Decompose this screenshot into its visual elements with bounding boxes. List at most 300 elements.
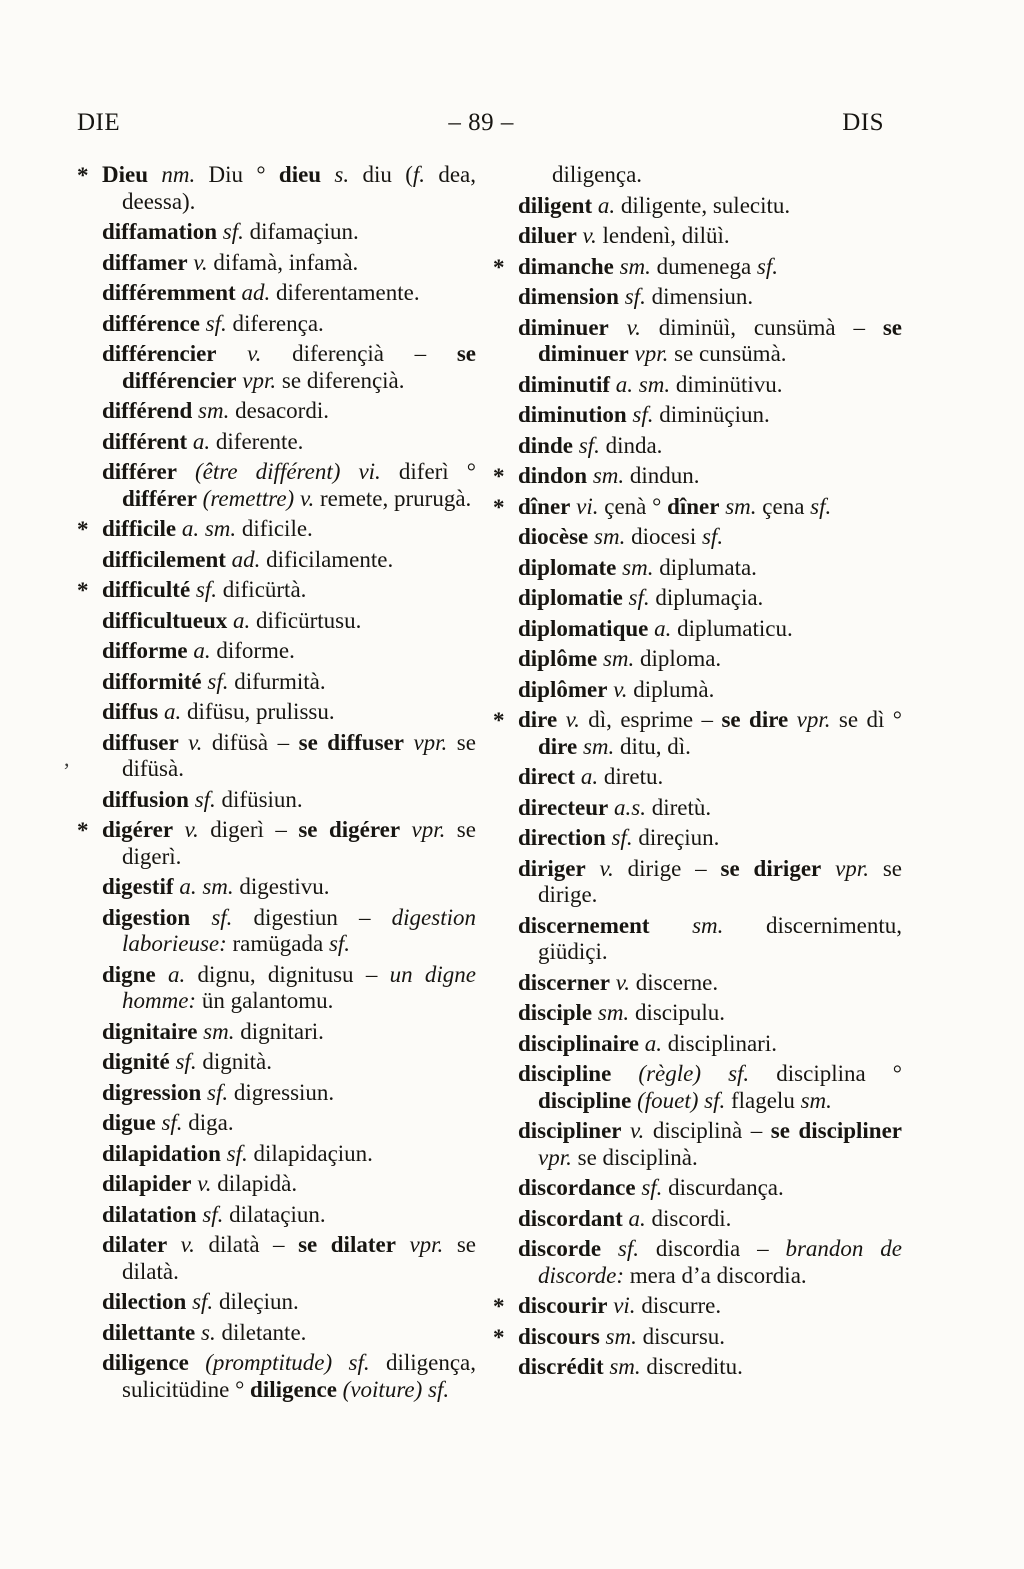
- entry-headword: dilatation: [102, 1201, 197, 1227]
- entry-text: diferente.: [210, 428, 304, 454]
- entry-headword: disciplinaire: [518, 1030, 639, 1056]
- entry-text: dirige –: [613, 855, 721, 881]
- entry-headword: dire: [518, 707, 558, 732]
- entry-gram-tag: v.: [191, 1171, 212, 1196]
- entry-headword: diffamation: [102, 219, 217, 244]
- entry-gram-tag: a.: [155, 961, 186, 987]
- entry-text: dificürtusu.: [250, 607, 362, 633]
- dictionary-entry: [518, 1354, 902, 1381]
- star-marker: *: [493, 1324, 505, 1350]
- entry-headword: dîner: [667, 493, 720, 519]
- entry-gram-tag: sf.: [196, 1201, 224, 1227]
- entry-headword: Dieu: [102, 162, 148, 187]
- entry-headword: digestif: [102, 874, 174, 899]
- entry-headword: digne: [102, 961, 156, 987]
- entry-gram-tag: ad.: [235, 280, 271, 305]
- entry-text: Diu °: [195, 162, 279, 187]
- dictionary-entry: [518, 825, 902, 852]
- entry-gram-tag: v.: [585, 855, 614, 881]
- entry-text: dindun.: [624, 463, 700, 488]
- dictionary-entry: [77, 817, 476, 870]
- entry-headword: dieu: [278, 162, 322, 187]
- entry-text: se diferençià.: [276, 367, 405, 393]
- entry-headword: diocèse: [518, 524, 589, 549]
- entry-headword: dignité: [102, 1049, 170, 1074]
- entry-gram-tag: (être différent) vi.: [176, 459, 381, 484]
- dictionary-columns: [77, 162, 903, 1407]
- entry-gram-tag: v.: [187, 249, 208, 275]
- entry-text: diu (: [349, 162, 413, 187]
- dictionary-entry: [518, 524, 902, 551]
- dictionary-entry: [102, 429, 476, 456]
- entry-gram-tag: v.: [557, 707, 580, 732]
- entry-gram-tag: a.: [187, 638, 211, 663]
- entry-headword: diplômer: [518, 676, 608, 702]
- entry-text: diga.: [182, 1110, 234, 1135]
- dictionary-entry: [102, 1171, 476, 1198]
- dictionary-entry: [518, 1236, 902, 1289]
- entry-headword: discipline: [538, 1087, 632, 1113]
- entry-text: se disciplinà.: [571, 1144, 698, 1170]
- entry-headword: se diriger: [720, 855, 822, 881]
- entry-gram-tag: vpr.: [538, 1144, 572, 1170]
- entry-text: diminütivu.: [670, 371, 783, 397]
- entry-text: discursu.: [636, 1323, 726, 1349]
- star-marker: *: [493, 464, 505, 489]
- entry-gram-tag: v.: [216, 341, 262, 366]
- entry-headword: discours: [518, 1323, 600, 1349]
- entry-text: disciplinari.: [662, 1030, 777, 1056]
- entry-text: dilatà –: [194, 1232, 299, 1257]
- entry-gram-tag: a.: [639, 1030, 662, 1056]
- right-column: [493, 162, 903, 1407]
- entry-headword: différer: [102, 459, 177, 484]
- entry-text: diligença, sulicitüdine °: [122, 1350, 477, 1402]
- entry-gram-tag: f.: [412, 162, 425, 187]
- entry-headword: difficulté: [102, 577, 191, 602]
- dictionary-entry: [518, 315, 902, 368]
- entry-text: difüsà –: [202, 729, 299, 755]
- entry-text: difamaçiun.: [243, 219, 359, 244]
- entry-gram-tag: sf.: [188, 786, 216, 812]
- entry-gram-tag: sm.: [197, 1018, 235, 1044]
- dictionary-entry: [493, 493, 902, 521]
- entry-headword: différencier: [102, 341, 217, 366]
- star-marker: *: [77, 818, 89, 843]
- entry-gram-tag: sf.: [601, 1236, 640, 1261]
- entry-headword: diffusion: [102, 786, 189, 812]
- entry-headword: difformité: [102, 668, 202, 694]
- entry-gram-tag: sf.: [201, 668, 229, 694]
- entry-text: se cunsümà.: [668, 341, 787, 366]
- dictionary-entry: [102, 547, 476, 574]
- entry-headword: diffus: [102, 699, 159, 724]
- star-marker: *: [493, 1294, 505, 1319]
- entry-headword: différemment: [102, 280, 236, 305]
- dictionary-entry: [102, 1289, 476, 1316]
- entry-headword: diligence: [250, 1376, 337, 1402]
- entry-headword: dindon: [518, 463, 588, 488]
- dictionary-entry: [518, 970, 902, 997]
- entry-text: digerì –: [198, 817, 299, 842]
- entry-gram-tag: vpr.: [400, 817, 446, 842]
- entry-text: diretù.: [645, 794, 712, 820]
- entry-headword: différence: [102, 310, 200, 336]
- entry-headword: dire: [538, 733, 578, 759]
- entry-headword: dilettante: [102, 1319, 196, 1345]
- entry-gram-tag: sf.: [572, 432, 600, 458]
- entry-text: se difüsà.: [122, 729, 476, 781]
- entry-text: discerne.: [629, 969, 719, 995]
- dictionary-entry: [102, 699, 476, 726]
- guide-word-right: DIS: [842, 109, 884, 136]
- entry-gram-tag: vpr.: [628, 341, 669, 366]
- dictionary-entry: [518, 616, 902, 643]
- entry-headword: discordance: [518, 1175, 636, 1200]
- entry-text: digestivu.: [233, 874, 330, 899]
- entry-headword: se digérer: [298, 817, 401, 842]
- entry-text: dificürtà.: [217, 577, 307, 602]
- entry-text: se digerì.: [122, 817, 476, 869]
- entry-headword: se différencier: [122, 341, 476, 393]
- dictionary-entry: [102, 250, 476, 277]
- dictionary-entry: [518, 913, 902, 966]
- entry-gram-tag: sm.: [592, 1000, 630, 1025]
- entry-text: diligente, sulecitu.: [615, 192, 791, 218]
- entry-text: dimensiun.: [645, 284, 754, 309]
- entry-headword: difficultueux: [102, 607, 228, 633]
- entry-headword: discipliner: [518, 1118, 622, 1143]
- entry-text: se dì °: [830, 707, 903, 732]
- dictionary-entry: [493, 1323, 902, 1351]
- entry-text: desacordi.: [229, 398, 329, 423]
- entry-text: diferì °: [380, 459, 476, 484]
- entry-gram-tag: v.: [621, 1118, 645, 1143]
- entry-gram-tag: sf.: [605, 825, 633, 850]
- entry-gram-tag: a. sm.: [173, 874, 234, 899]
- entry-text: diminüçiun.: [653, 402, 770, 427]
- entry-headword: diriger: [518, 855, 586, 881]
- entry-text: diletante.: [215, 1319, 307, 1345]
- entry-text: ditu, dì.: [614, 733, 691, 759]
- dictionary-entry: [102, 1350, 476, 1403]
- entry-gram-tag: a. sm.: [610, 371, 671, 397]
- entry-gram-tag: sf.: [217, 219, 244, 244]
- entry-gram-tag: sf.: [810, 493, 832, 519]
- entry-gram-tag: sf.: [201, 1079, 229, 1105]
- entry-text: digestiun –: [232, 904, 392, 930]
- dictionary-entry: [518, 585, 902, 612]
- dictionary-entry: [518, 372, 902, 399]
- entry-headword: se discipliner: [770, 1118, 902, 1143]
- entry-text: dignità.: [196, 1049, 272, 1074]
- entry-gram-tag: sm.: [603, 1354, 641, 1379]
- entry-gram-tag: a.: [187, 428, 211, 454]
- dictionary-entry: [102, 669, 476, 696]
- dictionary-entry: [518, 1118, 902, 1171]
- entry-gram-tag: sm.: [577, 733, 615, 759]
- entry-gram-tag: sm.: [599, 1323, 637, 1349]
- dictionary-entry: [102, 1141, 476, 1168]
- entry-text: discipulu.: [629, 1000, 726, 1025]
- entry-text: dilapidaçiun.: [247, 1140, 373, 1166]
- page-number: – 89 –: [448, 109, 514, 136]
- entry-gram-tag: vpr.: [403, 729, 448, 755]
- entry-headword: dimanche: [518, 253, 614, 279]
- scan-artifact: ,: [64, 746, 70, 771]
- entry-gram-tag: a.: [158, 699, 182, 724]
- dictionary-entry: [77, 577, 476, 604]
- entry-text: diploma.: [634, 646, 722, 671]
- entry-text: diplumaçia.: [649, 585, 764, 610]
- entry-gram-tag: a.: [622, 1205, 646, 1231]
- dictionary-entry: [102, 219, 476, 246]
- entry-text: diplumaticu.: [671, 615, 793, 641]
- dictionary-entry: [102, 459, 476, 512]
- entry-text: remete, prurugà.: [314, 485, 472, 511]
- entry-headword: difficile: [102, 516, 177, 541]
- entry-text: discordia –: [639, 1236, 786, 1261]
- dictionary-entry: [518, 193, 902, 220]
- dictionary-entry: [77, 516, 476, 543]
- entry-headword: diplomatie: [518, 585, 623, 610]
- entry-text: dificilamente.: [260, 546, 394, 572]
- dictionary-entry: [493, 1293, 902, 1320]
- entry-headword: diligent: [518, 192, 593, 218]
- entry-gram-tag: sf.: [186, 1289, 214, 1314]
- entry-gram-tag: v.: [608, 314, 641, 340]
- dictionary-entry: [102, 1232, 476, 1285]
- entry-headword: discerner: [518, 969, 610, 995]
- entry-headword: différend: [102, 398, 193, 423]
- entry-text: se dirige.: [538, 855, 902, 907]
- dictionary-entry: [102, 905, 476, 958]
- entry-headword: différer: [122, 485, 197, 511]
- dictionary-entry: [77, 162, 476, 215]
- dictionary-entry: [102, 1320, 476, 1347]
- entry-gram-tag: a. sm.: [176, 516, 237, 541]
- entry-gram-tag: v.: [178, 729, 203, 755]
- entry-gram-tag: s.: [321, 162, 350, 187]
- dictionary-entry: [518, 1061, 902, 1114]
- entry-gram-tag: vpr.: [236, 367, 277, 393]
- entry-gram-tag: v.: [173, 817, 199, 842]
- entry-text: çenà °: [598, 493, 668, 519]
- entry-text: lendenì, dilüì.: [596, 223, 730, 248]
- entry-text: discurdança.: [662, 1175, 784, 1200]
- entry-gram-tag: vi.: [570, 493, 599, 519]
- entry-headword: directeur: [518, 794, 609, 820]
- entry-gram-tag: vpr.: [395, 1232, 444, 1257]
- dictionary-entry: [102, 1019, 476, 1046]
- entry-gram-tag: a.s.: [608, 794, 646, 820]
- entry-text: diocesi: [625, 524, 702, 549]
- entry-gram-tag: sm.: [588, 524, 626, 549]
- entry-text: dilapidà.: [211, 1171, 298, 1196]
- entry-gram-tag: sf.: [169, 1049, 197, 1074]
- dictionary-entry: [518, 433, 902, 460]
- dictionary-entry: [518, 795, 902, 822]
- entry-headword: discernement: [518, 912, 650, 938]
- entry-gram-tag: ad.: [225, 546, 261, 572]
- dictionary-entry: [102, 1202, 476, 1229]
- entry-headword: se dire: [721, 707, 789, 732]
- dictionary-entry: [518, 223, 902, 250]
- dictionary-entry: [518, 402, 902, 429]
- entry-text: direçiun.: [632, 825, 720, 850]
- entry-gram-tag: sf.: [199, 310, 227, 336]
- star-marker: *: [77, 163, 89, 188]
- entry-headword: digression: [102, 1079, 202, 1105]
- dictionary-entry: [518, 646, 902, 673]
- entry-text: diplumata.: [653, 554, 757, 580]
- entry-gram-tag: sf.: [328, 931, 351, 956]
- entry-headword: difforme: [102, 638, 188, 663]
- entry-text: dileçiun.: [213, 1289, 299, 1314]
- entry-gram-tag: sf.: [635, 1175, 663, 1200]
- entry-headword: diplomate: [518, 554, 617, 580]
- dictionary-entry: [102, 1049, 476, 1076]
- entry-headword: dignitaire: [102, 1018, 198, 1044]
- entry-text: digressiun.: [228, 1079, 335, 1105]
- entry-text: diforme.: [210, 638, 295, 663]
- entry-text: diligença.: [552, 162, 643, 187]
- entry-gram-tag: sf.: [626, 402, 654, 427]
- entry-text: flagelu: [725, 1087, 801, 1113]
- entry-headword: dinde: [518, 432, 573, 458]
- dictionary-entry: [493, 463, 902, 490]
- dictionary-entry: [102, 730, 476, 783]
- dictionary-entry: [518, 764, 902, 791]
- entry-text: se dilatà.: [122, 1232, 476, 1284]
- star-marker: *: [493, 708, 505, 733]
- dictionary-entry: [102, 608, 476, 635]
- entry-gram-tag: sm.: [719, 493, 757, 519]
- entry-text: diferentamente.: [270, 280, 420, 305]
- entry-headword: digue: [102, 1110, 156, 1135]
- entry-headword: se diminuer: [538, 314, 902, 366]
- entry-text: çena: [756, 493, 811, 519]
- entry-text: ün galantomu.: [196, 988, 334, 1013]
- entry-headword: difficilement: [102, 546, 226, 572]
- entry-gram-tag: v.: [576, 223, 597, 248]
- entry-gram-tag: v.: [607, 676, 628, 702]
- entry-headword: diluer: [518, 223, 577, 248]
- entry-text: disciplinà –: [644, 1118, 771, 1143]
- entry-text: discordi.: [645, 1205, 732, 1231]
- entry-gram-tag: vpr.: [821, 855, 869, 881]
- dictionary-entry: [518, 555, 902, 582]
- entry-gram-tag: sf.: [220, 1140, 248, 1166]
- entry-headword: disciple: [518, 1000, 593, 1025]
- entry-headword: digérer: [102, 817, 174, 842]
- dictionary-entry: [493, 253, 902, 281]
- entry-gram-tag: v.: [609, 969, 630, 995]
- entry-text: dilataçiun.: [223, 1201, 326, 1227]
- entry-gram-tag: a.: [648, 615, 672, 641]
- entry-headword: direction: [518, 825, 606, 850]
- entry-gram-tag: sf.: [618, 284, 646, 309]
- entry-headword: différent: [102, 428, 188, 454]
- entry-text: ramügada: [226, 931, 329, 956]
- entry-gram-tag: un digne homme:: [122, 961, 476, 1013]
- entry-gram-tag: v.: [167, 1232, 195, 1257]
- entry-gram-tag: nm.: [148, 162, 196, 187]
- entry-headword: direct: [518, 764, 576, 789]
- left-column: [77, 162, 477, 1407]
- entry-headword: diffuser: [102, 729, 179, 755]
- entry-text: difurmità.: [228, 668, 326, 694]
- entry-text: diretu.: [598, 764, 664, 789]
- entry-headword: diminutif: [518, 371, 611, 397]
- entry-gram-tag: a.: [592, 192, 616, 218]
- star-marker: *: [493, 494, 505, 520]
- entry-gram-tag: sm.: [192, 398, 230, 423]
- entry-gram-tag: sm.: [800, 1087, 832, 1113]
- entry-text: diferença.: [226, 310, 324, 336]
- entry-text: dumenega: [650, 253, 757, 279]
- entry-gram-tag: brandon de discorde:: [538, 1236, 902, 1288]
- entry-headword: dilapider: [102, 1171, 192, 1196]
- dictionary-entry: [518, 284, 902, 311]
- entry-headword: diffamer: [102, 249, 188, 275]
- entry-text: mera d’a discordia.: [624, 1262, 807, 1288]
- entry-headword: dilater: [102, 1232, 168, 1257]
- entry-headword: discipline: [518, 1061, 612, 1086]
- entry-gram-tag: sm.: [587, 463, 625, 488]
- entry-headword: dimension: [518, 284, 619, 309]
- entry-headword: se dilater: [298, 1232, 396, 1257]
- entry-headword: digestion: [102, 904, 191, 930]
- dictionary-entry: [518, 856, 902, 909]
- entry-gram-tag: sf.: [190, 577, 217, 602]
- dictionary-entry: [493, 707, 903, 760]
- entry-text: difamà, infamà.: [207, 249, 359, 275]
- dictionary-entry: [102, 1080, 476, 1107]
- star-marker: *: [493, 254, 505, 280]
- entry-text: difüsu, prulissu.: [181, 699, 335, 724]
- entry-text: discurre.: [635, 1293, 722, 1318]
- dictionary-entry: [102, 874, 476, 901]
- entry-headword: se diffuser: [298, 729, 404, 755]
- entry-gram-tag: sm.: [597, 646, 635, 671]
- entry-text: dignitari.: [234, 1018, 324, 1044]
- entry-gram-tag: (règle) sf.: [611, 1061, 750, 1086]
- entry-gram-tag: sm.: [649, 912, 724, 938]
- entry-gram-tag: sf.: [701, 524, 724, 549]
- entry-gram-tag: vi.: [607, 1293, 636, 1318]
- entry-gram-tag: sf.: [155, 1110, 183, 1135]
- entry-headword: diminution: [518, 402, 627, 427]
- entry-headword: discorde: [518, 1236, 602, 1261]
- entry-text: discreditu.: [640, 1354, 743, 1379]
- entry-gram-tag: a.: [227, 607, 251, 633]
- entry-headword: discordant: [518, 1205, 623, 1231]
- entry-headword: diplôme: [518, 646, 598, 671]
- entry-text: dea, deessa).: [122, 162, 476, 214]
- entry-text: diplumà.: [627, 676, 715, 702]
- entry-gram-tag: s.: [195, 1319, 216, 1345]
- dictionary-entry: [102, 962, 476, 1015]
- entry-gram-tag: digestion laborieuse:: [122, 904, 476, 956]
- entry-gram-tag: sf.: [756, 253, 779, 279]
- entry-headword: discrédit: [518, 1354, 604, 1379]
- entry-headword: diligence: [102, 1350, 189, 1375]
- entry-text: dignu, dignitusu –: [185, 961, 390, 987]
- entry-gram-tag: (voiture) sf.: [336, 1376, 450, 1402]
- page-header: [77, 109, 884, 137]
- entry-text: dificile.: [236, 516, 313, 541]
